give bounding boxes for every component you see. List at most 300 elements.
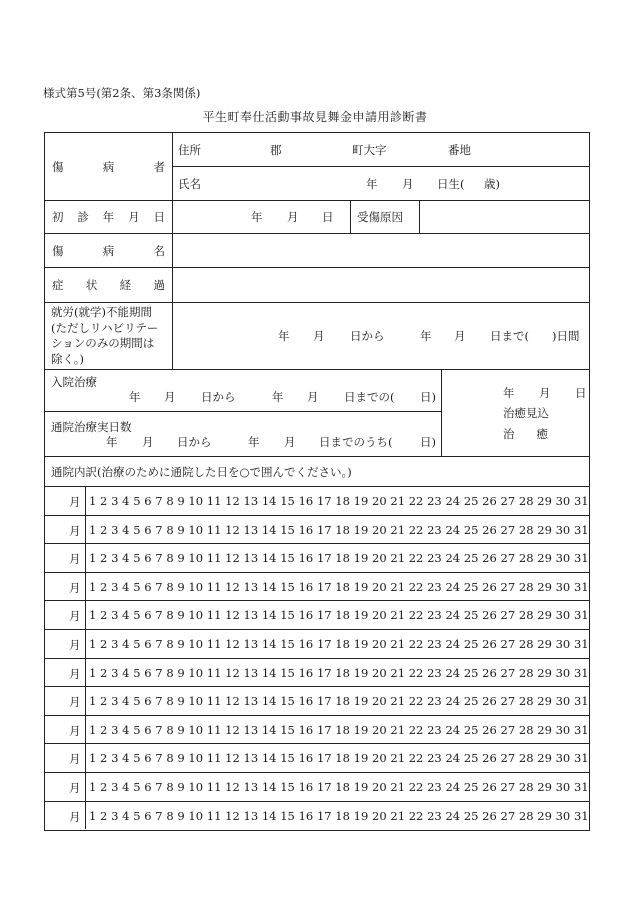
day-number[interactable]: 5 bbox=[133, 722, 141, 737]
day-number[interactable]: 14 bbox=[261, 608, 277, 623]
day-number[interactable]: 31 bbox=[573, 579, 589, 594]
day-number[interactable]: 20 bbox=[372, 751, 387, 766]
day-number[interactable]: 20 bbox=[372, 665, 387, 680]
day-number[interactable]: 22 bbox=[408, 608, 424, 623]
day-number[interactable]: 28 bbox=[518, 551, 534, 566]
day-number[interactable]: 17 bbox=[316, 694, 332, 709]
day-number[interactable]: 8 bbox=[166, 608, 174, 623]
day-number[interactable]: 20 bbox=[372, 522, 387, 537]
day-number[interactable]: 4 bbox=[122, 637, 130, 651]
day-number[interactable]: 26 bbox=[482, 579, 497, 594]
day-number[interactable]: 1 bbox=[89, 579, 97, 594]
day-number[interactable]: 4 bbox=[122, 751, 130, 766]
day-number[interactable]: 20 bbox=[372, 579, 387, 594]
day-number[interactable]: 12 bbox=[225, 751, 240, 766]
day-number[interactable]: 21 bbox=[390, 522, 406, 537]
day-number[interactable]: 11 bbox=[206, 579, 222, 594]
day-number[interactable]: 29 bbox=[537, 751, 552, 766]
day-number[interactable]: 18 bbox=[335, 494, 350, 508]
day-number[interactable]: 29 bbox=[537, 494, 552, 508]
day-number[interactable]: 26 bbox=[482, 722, 497, 737]
day-number[interactable]: 22 bbox=[408, 665, 424, 680]
day-number[interactable]: 7 bbox=[155, 608, 163, 623]
day-number[interactable]: 17 bbox=[316, 808, 332, 823]
day-number[interactable]: 9 bbox=[177, 494, 185, 508]
day-number[interactable]: 23 bbox=[427, 608, 442, 623]
day-number[interactable]: 14 bbox=[261, 494, 277, 508]
day-number[interactable]: 1 bbox=[89, 808, 97, 823]
day-number[interactable]: 26 bbox=[482, 751, 497, 766]
day-number[interactable]: 18 bbox=[335, 579, 350, 594]
day-number[interactable]: 2 bbox=[100, 722, 108, 737]
day-number[interactable]: 24 bbox=[445, 808, 461, 823]
day-number[interactable]: 9 bbox=[177, 637, 185, 651]
day-number[interactable]: 4 bbox=[122, 522, 130, 537]
day-number[interactable]: 4 bbox=[122, 694, 130, 709]
day-number[interactable]: 30 bbox=[555, 665, 571, 680]
day-number[interactable]: 11 bbox=[206, 808, 222, 823]
day-number[interactable]: 19 bbox=[353, 637, 369, 651]
day-number[interactable]: 20 bbox=[372, 637, 387, 651]
day-number[interactable]: 21 bbox=[390, 551, 406, 566]
day-number[interactable]: 8 bbox=[166, 808, 174, 823]
day-number[interactable]: 3 bbox=[111, 494, 119, 508]
day-number[interactable]: 10 bbox=[188, 579, 204, 594]
day-number[interactable]: 15 bbox=[280, 694, 295, 709]
day-number[interactable]: 10 bbox=[188, 494, 204, 508]
day-number[interactable]: 22 bbox=[408, 579, 424, 594]
day-number[interactable]: 25 bbox=[463, 608, 479, 623]
day-number[interactable]: 18 bbox=[335, 694, 350, 709]
day-number[interactable]: 6 bbox=[144, 780, 152, 794]
day-number[interactable]: 3 bbox=[111, 751, 119, 766]
day-number[interactable]: 9 bbox=[177, 722, 185, 737]
day-number[interactable]: 8 bbox=[166, 579, 174, 594]
day-number[interactable]: 20 bbox=[372, 808, 387, 823]
day-number[interactable]: 1 bbox=[89, 494, 97, 508]
day-number[interactable]: 23 bbox=[427, 579, 442, 594]
day-number[interactable]: 22 bbox=[408, 494, 424, 508]
day-number[interactable]: 8 bbox=[166, 751, 174, 766]
day-number[interactable]: 11 bbox=[206, 751, 222, 766]
day-number[interactable]: 17 bbox=[316, 722, 332, 737]
day-number[interactable]: 19 bbox=[353, 551, 369, 566]
day-number[interactable]: 22 bbox=[408, 780, 424, 794]
day-number[interactable]: 30 bbox=[555, 751, 571, 766]
day-number[interactable]: 4 bbox=[122, 665, 130, 680]
day-number[interactable]: 25 bbox=[463, 665, 479, 680]
day-number[interactable]: 1 bbox=[89, 637, 97, 651]
day-number[interactable]: 8 bbox=[166, 637, 174, 651]
day-number[interactable]: 22 bbox=[408, 722, 424, 737]
day-number[interactable]: 5 bbox=[133, 694, 141, 709]
day-number[interactable]: 12 bbox=[225, 608, 240, 623]
day-number[interactable]: 3 bbox=[111, 522, 119, 537]
day-number[interactable]: 3 bbox=[111, 608, 119, 623]
day-number[interactable]: 24 bbox=[445, 751, 461, 766]
day-number[interactable]: 24 bbox=[445, 608, 461, 623]
day-number[interactable]: 6 bbox=[144, 608, 152, 623]
day-number[interactable]: 20 bbox=[372, 722, 387, 737]
day-number[interactable]: 31 bbox=[573, 522, 589, 537]
day-number[interactable]: 23 bbox=[427, 780, 442, 794]
day-number[interactable]: 18 bbox=[335, 551, 350, 566]
day-number[interactable]: 9 bbox=[177, 579, 185, 594]
day-number[interactable]: 29 bbox=[537, 522, 552, 537]
day-number[interactable]: 8 bbox=[166, 522, 174, 537]
day-number[interactable]: 15 bbox=[280, 751, 295, 766]
day-number[interactable]: 2 bbox=[100, 522, 108, 537]
day-number[interactable]: 6 bbox=[144, 751, 152, 766]
day-number[interactable]: 27 bbox=[500, 780, 516, 794]
day-number[interactable]: 27 bbox=[500, 665, 516, 680]
day-number[interactable]: 23 bbox=[427, 751, 442, 766]
day-number[interactable]: 14 bbox=[261, 637, 277, 651]
day-number[interactable]: 4 bbox=[122, 579, 130, 594]
day-number[interactable]: 1 bbox=[89, 551, 97, 566]
day-number[interactable]: 17 bbox=[316, 551, 332, 566]
day-number[interactable]: 26 bbox=[482, 494, 497, 508]
day-number[interactable]: 9 bbox=[177, 694, 185, 709]
day-number[interactable]: 30 bbox=[555, 579, 571, 594]
day-number[interactable]: 30 bbox=[555, 722, 571, 737]
day-number[interactable]: 13 bbox=[243, 608, 259, 623]
day-number[interactable]: 2 bbox=[100, 780, 108, 794]
day-number[interactable]: 20 bbox=[372, 494, 387, 508]
day-number[interactable]: 2 bbox=[100, 665, 108, 680]
day-number[interactable]: 29 bbox=[537, 665, 552, 680]
day-number[interactable]: 4 bbox=[122, 808, 130, 823]
day-number[interactable]: 18 bbox=[335, 637, 350, 651]
day-number[interactable]: 23 bbox=[427, 694, 442, 709]
day-number[interactable]: 1 bbox=[89, 694, 97, 709]
day-number[interactable]: 31 bbox=[573, 637, 589, 651]
day-number[interactable]: 26 bbox=[482, 780, 497, 794]
day-number[interactable]: 3 bbox=[111, 808, 119, 823]
day-number[interactable]: 25 bbox=[463, 722, 479, 737]
day-number[interactable]: 6 bbox=[144, 522, 152, 537]
day-number[interactable]: 24 bbox=[445, 579, 461, 594]
day-number[interactable]: 8 bbox=[166, 665, 174, 680]
day-number[interactable]: 29 bbox=[537, 694, 552, 709]
day-number[interactable]: 24 bbox=[445, 637, 461, 651]
day-number[interactable]: 7 bbox=[155, 637, 163, 651]
day-number[interactable]: 13 bbox=[243, 751, 259, 766]
day-number[interactable]: 31 bbox=[573, 608, 589, 623]
day-number[interactable]: 5 bbox=[133, 551, 141, 566]
day-number[interactable]: 1 bbox=[89, 722, 97, 737]
day-number[interactable]: 27 bbox=[500, 694, 516, 709]
day-number[interactable]: 5 bbox=[133, 608, 141, 623]
day-number[interactable]: 8 bbox=[166, 551, 174, 566]
day-number[interactable]: 21 bbox=[390, 494, 406, 508]
day-number[interactable]: 7 bbox=[155, 808, 163, 823]
day-number[interactable]: 19 bbox=[353, 522, 369, 537]
day-number[interactable]: 1 bbox=[89, 665, 97, 680]
day-number[interactable]: 23 bbox=[427, 665, 442, 680]
day-number[interactable]: 10 bbox=[188, 808, 204, 823]
day-number[interactable]: 28 bbox=[518, 608, 534, 623]
day-number[interactable]: 18 bbox=[335, 780, 350, 794]
day-number[interactable]: 15 bbox=[280, 522, 295, 537]
day-number[interactable]: 28 bbox=[518, 522, 534, 537]
day-number[interactable]: 10 bbox=[188, 637, 204, 651]
day-number[interactable]: 1 bbox=[89, 780, 97, 794]
day-number[interactable]: 28 bbox=[518, 637, 534, 651]
day-number[interactable]: 16 bbox=[298, 751, 314, 766]
day-number[interactable]: 2 bbox=[100, 579, 108, 594]
day-number[interactable]: 13 bbox=[243, 522, 259, 537]
day-number[interactable]: 27 bbox=[500, 637, 516, 651]
day-number[interactable]: 26 bbox=[482, 608, 497, 623]
day-number[interactable]: 17 bbox=[316, 608, 332, 623]
day-number[interactable]: 2 bbox=[100, 808, 108, 823]
day-number[interactable]: 22 bbox=[408, 751, 424, 766]
day-number[interactable]: 12 bbox=[225, 780, 240, 794]
day-number[interactable]: 20 bbox=[372, 780, 387, 794]
day-number[interactable]: 8 bbox=[166, 694, 174, 709]
day-number[interactable]: 31 bbox=[573, 494, 589, 508]
day-number[interactable]: 17 bbox=[316, 751, 332, 766]
day-number[interactable]: 12 bbox=[225, 522, 240, 537]
day-number[interactable]: 25 bbox=[463, 637, 479, 651]
day-number[interactable]: 10 bbox=[188, 694, 204, 709]
day-number[interactable]: 10 bbox=[188, 608, 204, 623]
day-number[interactable]: 19 bbox=[353, 694, 369, 709]
day-number[interactable]: 24 bbox=[445, 722, 461, 737]
day-number[interactable]: 27 bbox=[500, 494, 516, 508]
day-number[interactable]: 25 bbox=[463, 579, 479, 594]
day-number[interactable]: 29 bbox=[537, 780, 552, 794]
day-number[interactable]: 9 bbox=[177, 751, 185, 766]
day-number[interactable]: 4 bbox=[122, 608, 130, 623]
day-number[interactable]: 3 bbox=[111, 694, 119, 709]
day-number[interactable]: 26 bbox=[482, 522, 497, 537]
day-number[interactable]: 28 bbox=[518, 665, 534, 680]
day-number[interactable]: 1 bbox=[89, 608, 97, 623]
day-number[interactable]: 19 bbox=[353, 579, 369, 594]
day-number[interactable]: 5 bbox=[133, 751, 141, 766]
day-number[interactable]: 24 bbox=[445, 494, 461, 508]
day-number[interactable]: 23 bbox=[427, 637, 442, 651]
day-number[interactable]: 23 bbox=[427, 494, 442, 508]
day-number[interactable]: 6 bbox=[144, 579, 152, 594]
day-number[interactable]: 15 bbox=[280, 637, 295, 651]
day-number[interactable]: 28 bbox=[518, 808, 534, 823]
day-number[interactable]: 18 bbox=[335, 608, 350, 623]
day-number[interactable]: 7 bbox=[155, 494, 163, 508]
day-number[interactable]: 23 bbox=[427, 722, 442, 737]
day-number[interactable]: 23 bbox=[427, 808, 442, 823]
day-number[interactable]: 16 bbox=[298, 808, 314, 823]
day-number[interactable]: 15 bbox=[280, 579, 295, 594]
day-number[interactable]: 22 bbox=[408, 522, 424, 537]
day-number[interactable]: 13 bbox=[243, 637, 259, 651]
day-number[interactable]: 30 bbox=[555, 551, 571, 566]
day-number[interactable]: 26 bbox=[482, 665, 497, 680]
day-number[interactable]: 15 bbox=[280, 808, 295, 823]
day-number[interactable]: 12 bbox=[225, 694, 240, 709]
day-number[interactable]: 27 bbox=[500, 608, 516, 623]
day-number[interactable]: 19 bbox=[353, 808, 369, 823]
day-number[interactable]: 5 bbox=[133, 522, 141, 537]
day-number[interactable]: 26 bbox=[482, 808, 497, 823]
day-number[interactable]: 18 bbox=[335, 665, 350, 680]
day-number[interactable]: 10 bbox=[188, 665, 204, 680]
day-number[interactable]: 28 bbox=[518, 579, 534, 594]
day-number[interactable]: 2 bbox=[100, 694, 108, 709]
day-number[interactable]: 16 bbox=[298, 637, 314, 651]
day-number[interactable]: 9 bbox=[177, 522, 185, 537]
day-number[interactable]: 31 bbox=[573, 694, 589, 709]
day-number[interactable]: 15 bbox=[280, 665, 295, 680]
day-number[interactable]: 30 bbox=[555, 608, 571, 623]
day-number[interactable]: 26 bbox=[482, 694, 497, 709]
day-number[interactable]: 31 bbox=[573, 751, 589, 766]
day-number[interactable]: 28 bbox=[518, 694, 534, 709]
day-number[interactable]: 9 bbox=[177, 808, 185, 823]
day-number[interactable]: 13 bbox=[243, 579, 259, 594]
day-number[interactable]: 25 bbox=[463, 494, 479, 508]
day-number[interactable]: 25 bbox=[463, 780, 479, 794]
day-number[interactable]: 29 bbox=[537, 551, 552, 566]
day-number[interactable]: 23 bbox=[427, 551, 442, 566]
day-number[interactable]: 20 bbox=[372, 608, 387, 623]
day-number[interactable]: 31 bbox=[573, 665, 589, 680]
day-number[interactable]: 7 bbox=[155, 665, 163, 680]
day-number[interactable]: 21 bbox=[390, 608, 406, 623]
day-number[interactable]: 14 bbox=[261, 694, 277, 709]
day-number[interactable]: 14 bbox=[261, 665, 277, 680]
day-number[interactable]: 16 bbox=[298, 694, 314, 709]
day-number[interactable]: 9 bbox=[177, 608, 185, 623]
day-number[interactable]: 6 bbox=[144, 694, 152, 709]
day-number[interactable]: 14 bbox=[261, 522, 277, 537]
day-number[interactable]: 24 bbox=[445, 522, 461, 537]
day-number[interactable]: 21 bbox=[390, 579, 406, 594]
day-number[interactable]: 3 bbox=[111, 579, 119, 594]
day-number[interactable]: 13 bbox=[243, 665, 259, 680]
day-number[interactable]: 4 bbox=[122, 780, 130, 794]
day-number[interactable]: 29 bbox=[537, 808, 552, 823]
day-number[interactable]: 3 bbox=[111, 551, 119, 566]
day-number[interactable]: 27 bbox=[500, 551, 516, 566]
day-number[interactable]: 31 bbox=[573, 808, 589, 823]
day-number[interactable]: 27 bbox=[500, 579, 516, 594]
day-number[interactable]: 1 bbox=[89, 522, 97, 537]
day-number[interactable]: 19 bbox=[353, 494, 369, 508]
day-number[interactable]: 13 bbox=[243, 494, 259, 508]
day-number[interactable]: 13 bbox=[243, 780, 259, 794]
day-number[interactable]: 14 bbox=[261, 780, 277, 794]
day-number[interactable]: 18 bbox=[335, 808, 350, 823]
day-number[interactable]: 16 bbox=[298, 494, 314, 508]
day-number[interactable]: 28 bbox=[518, 751, 534, 766]
day-number[interactable]: 14 bbox=[261, 551, 277, 566]
day-number[interactable]: 26 bbox=[482, 637, 497, 651]
day-number[interactable]: 27 bbox=[500, 722, 516, 737]
day-number[interactable]: 16 bbox=[298, 665, 314, 680]
day-number[interactable]: 23 bbox=[427, 522, 442, 537]
day-number[interactable]: 5 bbox=[133, 665, 141, 680]
day-number[interactable]: 12 bbox=[225, 551, 240, 566]
day-number[interactable]: 21 bbox=[390, 694, 406, 709]
day-number[interactable]: 13 bbox=[243, 722, 259, 737]
day-number[interactable]: 9 bbox=[177, 780, 185, 794]
day-number[interactable]: 31 bbox=[573, 722, 589, 737]
day-number[interactable]: 31 bbox=[573, 780, 589, 794]
day-number[interactable]: 6 bbox=[144, 637, 152, 651]
day-number[interactable]: 12 bbox=[225, 722, 240, 737]
day-number[interactable]: 2 bbox=[100, 608, 108, 623]
day-number[interactable]: 28 bbox=[518, 722, 534, 737]
day-number[interactable]: 30 bbox=[555, 637, 571, 651]
day-number[interactable]: 25 bbox=[463, 808, 479, 823]
day-number[interactable]: 18 bbox=[335, 722, 350, 737]
day-number[interactable]: 12 bbox=[225, 637, 240, 651]
day-number[interactable]: 30 bbox=[555, 494, 571, 508]
day-number[interactable]: 21 bbox=[390, 665, 406, 680]
day-number[interactable]: 5 bbox=[133, 579, 141, 594]
day-number[interactable]: 27 bbox=[500, 751, 516, 766]
day-number[interactable]: 19 bbox=[353, 751, 369, 766]
day-number[interactable]: 2 bbox=[100, 637, 108, 651]
day-number[interactable]: 7 bbox=[155, 780, 163, 794]
day-number[interactable]: 5 bbox=[133, 780, 141, 794]
day-number[interactable]: 22 bbox=[408, 694, 424, 709]
day-number[interactable]: 17 bbox=[316, 780, 332, 794]
day-number[interactable]: 24 bbox=[445, 665, 461, 680]
day-number[interactable]: 4 bbox=[122, 494, 130, 508]
day-number[interactable]: 2 bbox=[100, 551, 108, 566]
day-number[interactable]: 9 bbox=[177, 665, 185, 680]
day-number[interactable]: 28 bbox=[518, 494, 534, 508]
day-number[interactable]: 30 bbox=[555, 780, 571, 794]
day-number[interactable]: 3 bbox=[111, 665, 119, 680]
day-number[interactable]: 11 bbox=[206, 522, 222, 537]
day-number[interactable]: 6 bbox=[144, 722, 152, 737]
day-number[interactable]: 16 bbox=[298, 551, 314, 566]
day-number[interactable]: 15 bbox=[280, 608, 295, 623]
day-number[interactable]: 10 bbox=[188, 751, 204, 766]
day-number[interactable]: 11 bbox=[206, 608, 222, 623]
day-number[interactable]: 14 bbox=[261, 751, 277, 766]
day-number[interactable]: 15 bbox=[280, 551, 295, 566]
day-number[interactable]: 4 bbox=[122, 551, 130, 566]
day-number[interactable]: 2 bbox=[100, 494, 108, 508]
day-number[interactable]: 11 bbox=[206, 722, 222, 737]
day-number[interactable]: 11 bbox=[206, 494, 222, 508]
day-number[interactable]: 5 bbox=[133, 494, 141, 508]
day-number[interactable]: 16 bbox=[298, 722, 314, 737]
day-number[interactable]: 29 bbox=[537, 637, 552, 651]
day-number[interactable]: 24 bbox=[445, 780, 461, 794]
day-number[interactable]: 31 bbox=[573, 551, 589, 566]
day-number[interactable]: 15 bbox=[280, 494, 295, 508]
day-number[interactable]: 10 bbox=[188, 722, 204, 737]
day-number[interactable]: 15 bbox=[280, 780, 295, 794]
day-number[interactable]: 11 bbox=[206, 665, 222, 680]
day-number[interactable]: 17 bbox=[316, 665, 332, 680]
day-number[interactable]: 21 bbox=[390, 722, 406, 737]
day-number[interactable]: 18 bbox=[335, 751, 350, 766]
day-number[interactable]: 3 bbox=[111, 637, 119, 651]
day-number[interactable]: 13 bbox=[243, 551, 259, 566]
day-number[interactable]: 21 bbox=[390, 808, 406, 823]
day-number[interactable]: 3 bbox=[111, 722, 119, 737]
day-number[interactable]: 13 bbox=[243, 808, 259, 823]
day-number[interactable]: 11 bbox=[206, 551, 222, 566]
